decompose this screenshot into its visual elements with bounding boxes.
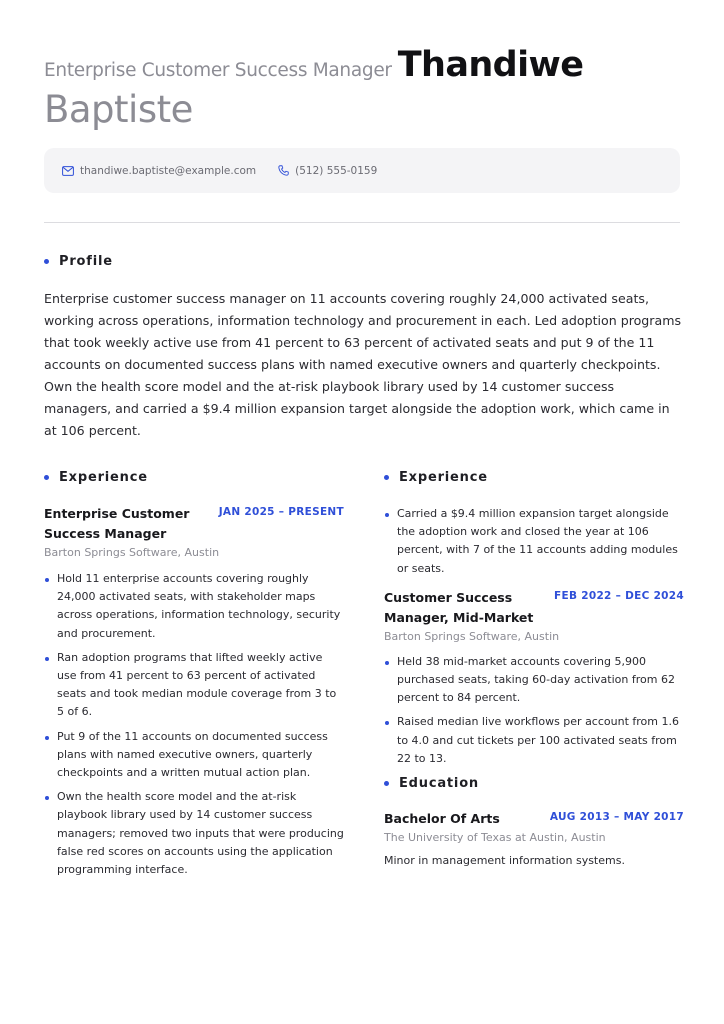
education-heading: Education	[384, 776, 684, 791]
education-header	[384, 809, 684, 829]
contact-phone[interactable]	[278, 165, 377, 177]
list-item: Hold 11 enterprise accounts covering roughly 24,000 activated seats, with stakeholder maps across operations, information technology, security and procurement.	[44, 570, 344, 643]
phone-text: (512) 555-0159	[295, 164, 378, 177]
contact-email[interactable]	[62, 165, 256, 177]
header-divider	[44, 222, 680, 223]
education-date: AUG 2013 – MAY 2017	[549, 811, 684, 824]
list-item: Raised median live workflows per account from 1.6 to 4.0 and cut tickets per 100 activated seats from 22 to 13.	[384, 713, 684, 768]
school-name: The University of Texas at Austin, Austin	[384, 831, 606, 845]
list-item: Carried a $9.4 million expansion target alongside the adoption work and closed the year at 106 percent, with 7 of the 11 accounts adding modules or seats.	[384, 505, 684, 578]
mail-icon	[62, 166, 74, 176]
job-bullets	[44, 570, 344, 879]
bullet-dot-icon	[44, 259, 49, 264]
phone-icon	[278, 165, 289, 176]
experience-heading: Experience	[384, 470, 684, 485]
experience-right-column	[384, 470, 684, 867]
job-bullets	[384, 653, 684, 768]
job-title: Enterprise Customer Success Manager	[44, 506, 190, 541]
bullet-dot-icon	[384, 781, 389, 786]
job-header	[384, 588, 684, 628]
education-note: Minor in management information systems.	[384, 854, 625, 868]
contact-bar	[44, 148, 680, 193]
bullet-dot-icon	[44, 475, 49, 480]
resume-header	[44, 44, 680, 132]
list-item: Ran adoption programs that lifted weekly active use from 41 percent to 63 percent of activated seats and took median module coverage from 3 to 5 of 6.	[44, 649, 344, 722]
job-company: Barton Springs Software, Austin	[44, 546, 220, 559]
list-item: Own the health score model and the at-risk playbook library used by 14 customer success managers; removed two inputs that were producing false red scores on accounts using the application programming interface.	[44, 788, 344, 879]
job-date: FEB 2022 – DEC 2024	[554, 589, 684, 602]
job-company: Barton Springs Software, Austin	[384, 629, 560, 643]
profile-heading: Profile	[44, 254, 113, 269]
job-date: JAN 2025 – PRESENT	[218, 506, 344, 518]
first-name: Thandiwe	[397, 45, 584, 85]
list-item: Put 9 of the 11 accounts on documented success plans with named executive owners, quarterly checkpoints and a written mutual action plan.	[44, 728, 344, 783]
email-text: thandiwe.baptiste@example.com	[80, 164, 257, 177]
last-name: Baptiste	[44, 88, 193, 131]
experience-heading: Experience	[44, 470, 344, 485]
profile-text: Enterprise customer success manager on 11 accounts covering roughly 24,000 activated seats, working across operations, information technology and procurement in each. Led adoption programs that took weekly active use from 41 percent to 63 percent of activated seats and put 9 of the 11 accounts on documented success plans with named executive owners and quarterly checkpoints. Own the health score model and the at-risk playbook library used by 14 customer success managers, and carried a $9.4 million expansion target alongside the adoption work, which came in at 106 percent.	[44, 291, 682, 438]
job-bullets	[384, 505, 684, 578]
list-item: Held 38 mid-market accounts covering 5,900 purchased seats, taking 60-day activation from 62 percent to 84 percent.	[384, 653, 684, 708]
degree-title: Bachelor Of Arts	[384, 811, 500, 827]
job-title: Customer Success Manager, Mid-Market	[384, 589, 534, 625]
experience-left-column	[44, 470, 344, 885]
bullet-dot-icon	[384, 475, 389, 480]
job-role: Enterprise Customer Success Manager	[44, 60, 392, 81]
job-header	[44, 504, 344, 544]
